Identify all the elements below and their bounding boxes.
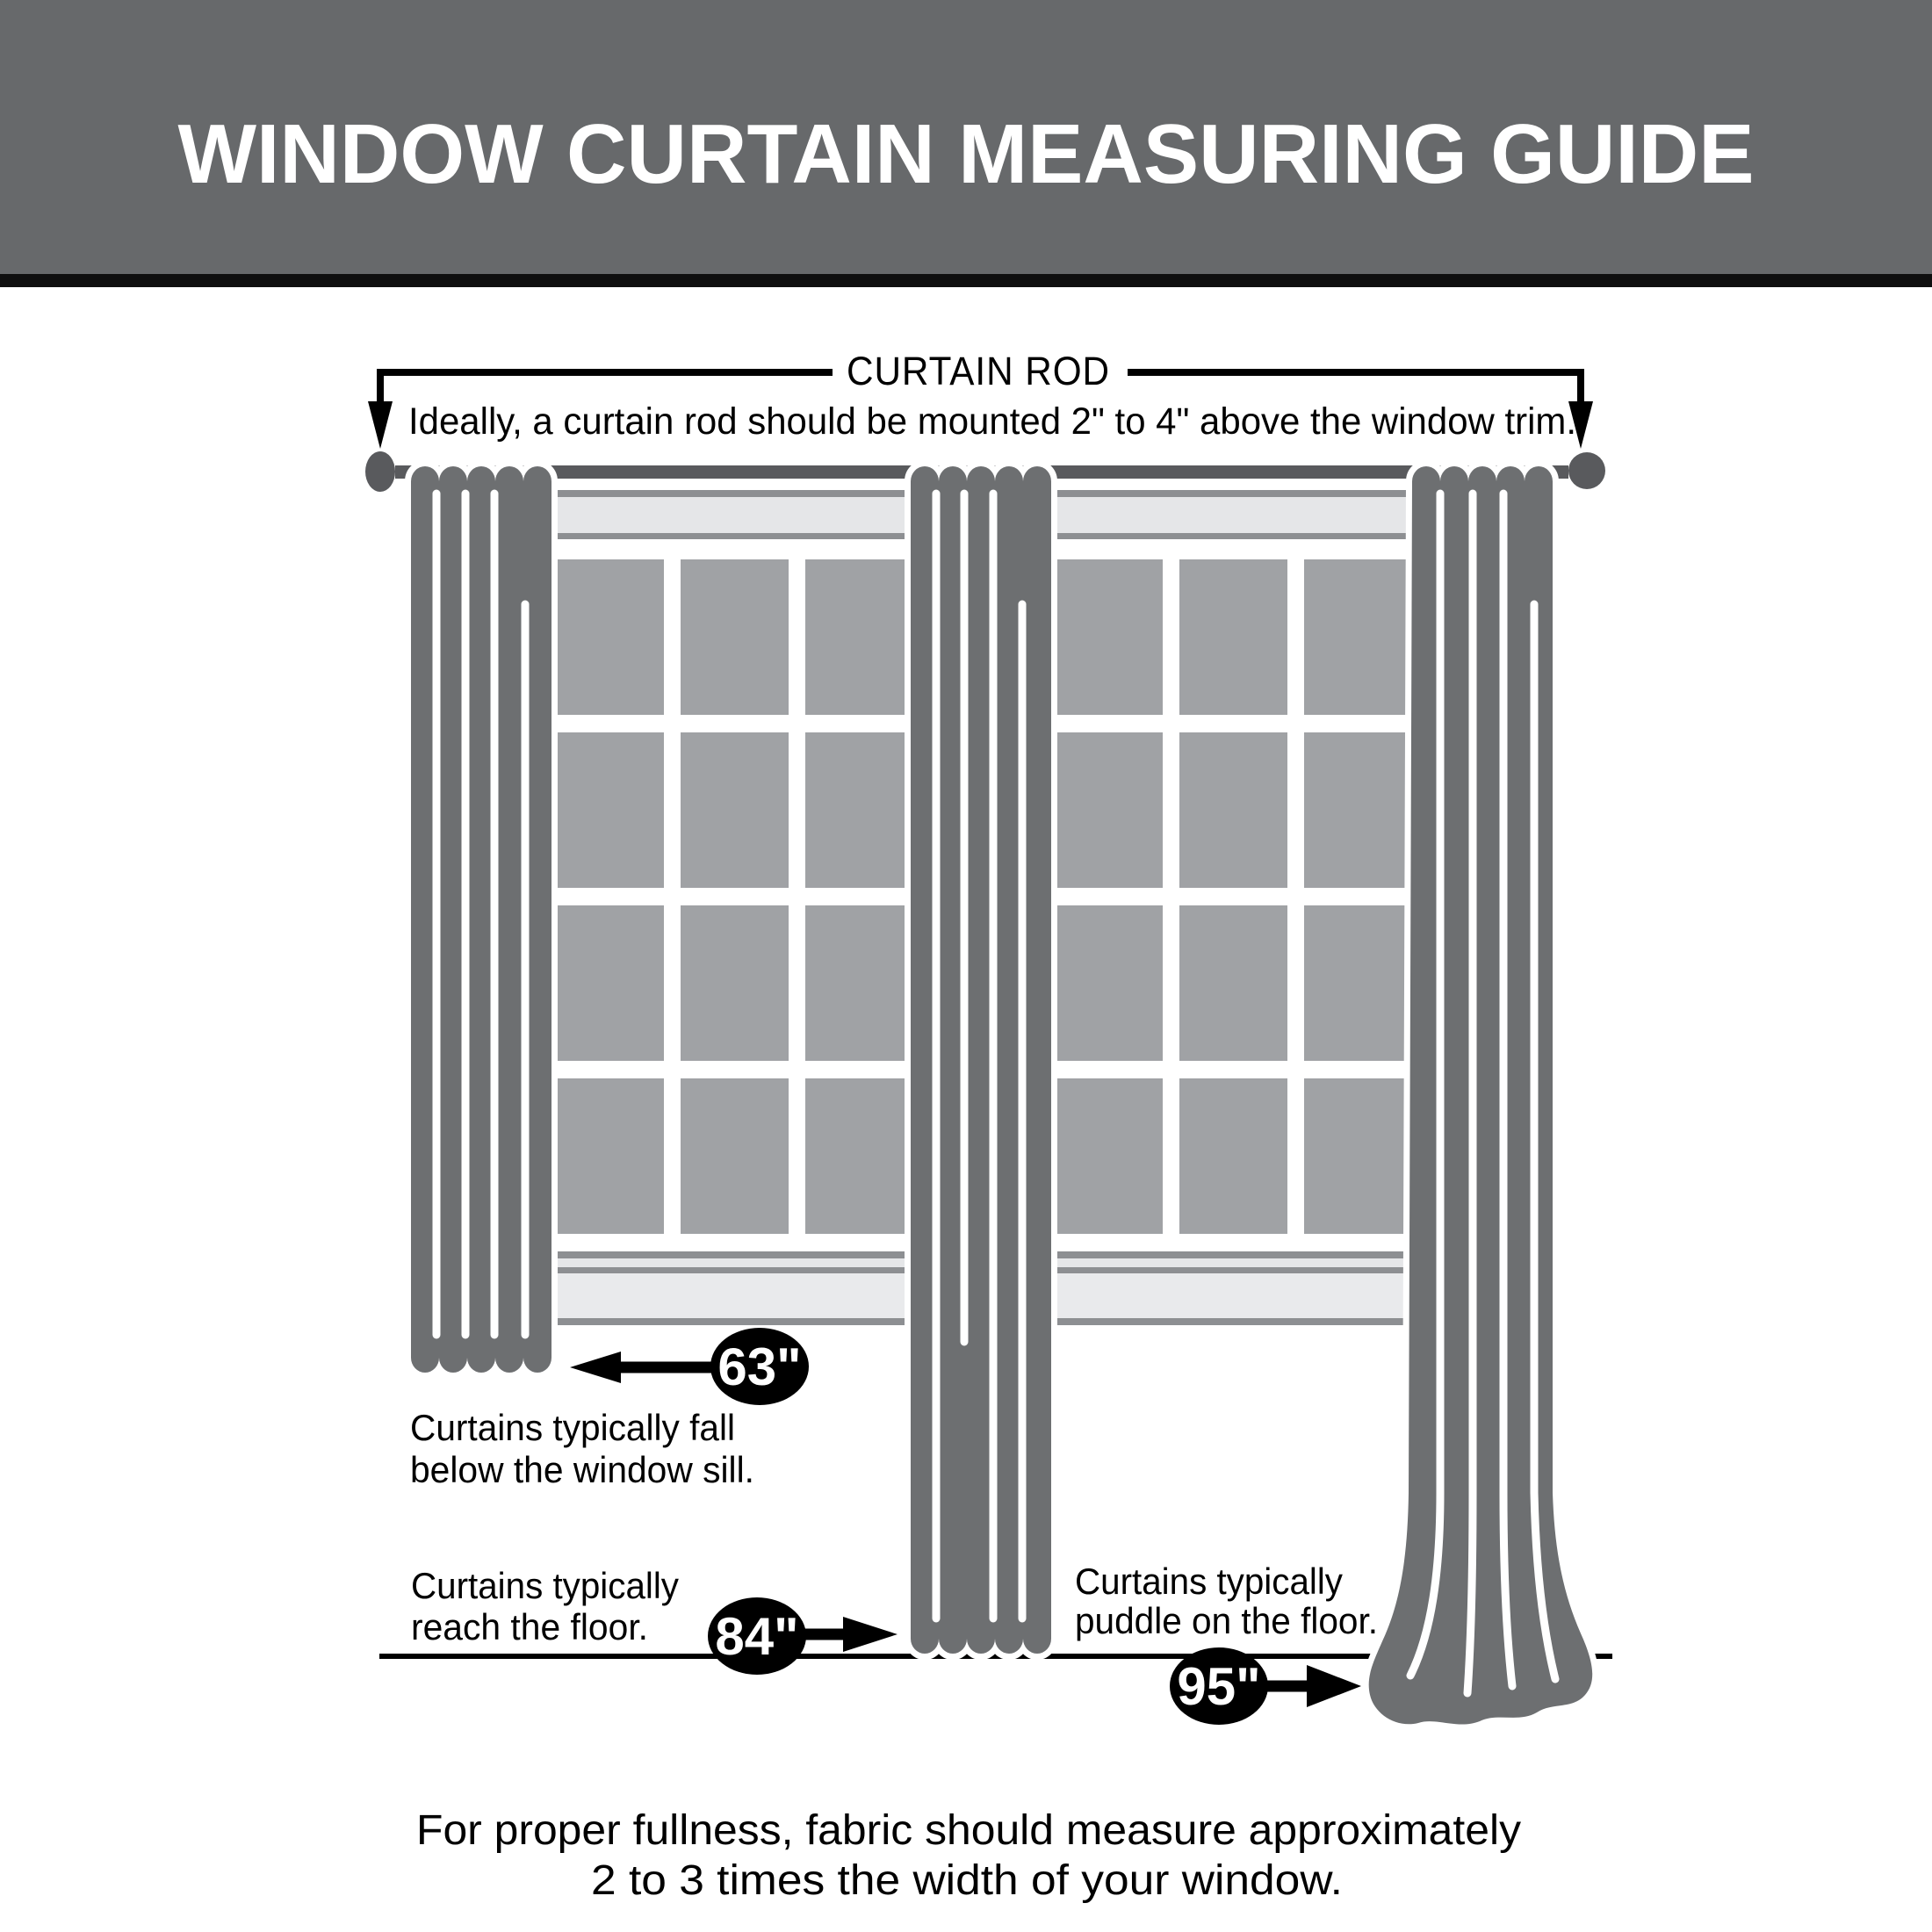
- caption-84-line1: Curtains typically: [411, 1565, 679, 1606]
- window-pane: [556, 732, 664, 888]
- rod-finial-left: [365, 451, 395, 492]
- curtain-rod-note: Ideally, a curtain rod should be mounted 2" to 4" above the window trim.: [408, 400, 1576, 443]
- window-pane: [805, 732, 913, 888]
- measurement-95: [1170, 1647, 1361, 1725]
- footer-note-line2: 2 to 3 times the width of your window.: [591, 1857, 1343, 1904]
- footer-note-line1: For proper fullness, fabric should measure approximately: [416, 1807, 1521, 1854]
- window-pane: [681, 905, 789, 1061]
- window-pane: [1055, 732, 1163, 888]
- page-title: WINDOW CURTAIN MEASURING GUIDE: [177, 107, 1755, 201]
- window-pane: [1055, 559, 1163, 715]
- window-pane: [1055, 1078, 1163, 1234]
- window-pane: [681, 1078, 789, 1234]
- caption-63-line2: below the window sill.: [410, 1449, 754, 1490]
- window-pane: [1304, 559, 1412, 715]
- window-pane: [1304, 1078, 1412, 1234]
- arrow-95-head-icon: [1307, 1665, 1361, 1707]
- window-pane: [1304, 732, 1412, 888]
- measurement-84: [708, 1597, 898, 1675]
- badge-63-label: 63": [717, 1337, 802, 1396]
- caption-63-line1: Curtains typically fall: [410, 1407, 735, 1448]
- curtain-panel-84: [911, 466, 1051, 1654]
- arrow-84-head-icon: [843, 1617, 898, 1652]
- window-pane: [681, 732, 789, 888]
- window-pane: [1179, 559, 1287, 715]
- window-pane: [1055, 905, 1163, 1061]
- arrow-63-head-icon: [570, 1352, 621, 1383]
- window-pane: [556, 905, 664, 1061]
- window-pane: [805, 559, 913, 715]
- curtain-84-shape: [911, 466, 1051, 1654]
- badge-95-label: 95": [1177, 1657, 1261, 1716]
- window-pane: [556, 1078, 664, 1234]
- window-pane: [1179, 905, 1287, 1061]
- bracket-line-right: [1128, 372, 1581, 404]
- caption-95-line1: Curtains typically: [1075, 1561, 1343, 1602]
- curtain-63-shape: [411, 466, 551, 1373]
- curtain-panel-63: [411, 466, 551, 1373]
- caption-84-line2: reach the floor.: [411, 1606, 648, 1647]
- window-pane: [805, 905, 913, 1061]
- window-pane: [1304, 905, 1412, 1061]
- curtain-rod-label: CURTAIN ROD: [847, 349, 1110, 393]
- bracket-line-left: [380, 372, 833, 404]
- badge-84-label: 84": [715, 1607, 799, 1666]
- window-pane: [556, 559, 664, 715]
- rod-finial-right: [1568, 452, 1605, 489]
- caption-95-line2: puddle on the floor.: [1075, 1600, 1378, 1641]
- banner-divider: [0, 274, 1932, 287]
- bracket-arrow-left-icon: [368, 401, 393, 449]
- measurement-63: [570, 1328, 809, 1405]
- window-pane: [681, 559, 789, 715]
- window-pane: [1179, 1078, 1287, 1234]
- window-pane: [1179, 732, 1287, 888]
- window-pane: [805, 1078, 913, 1234]
